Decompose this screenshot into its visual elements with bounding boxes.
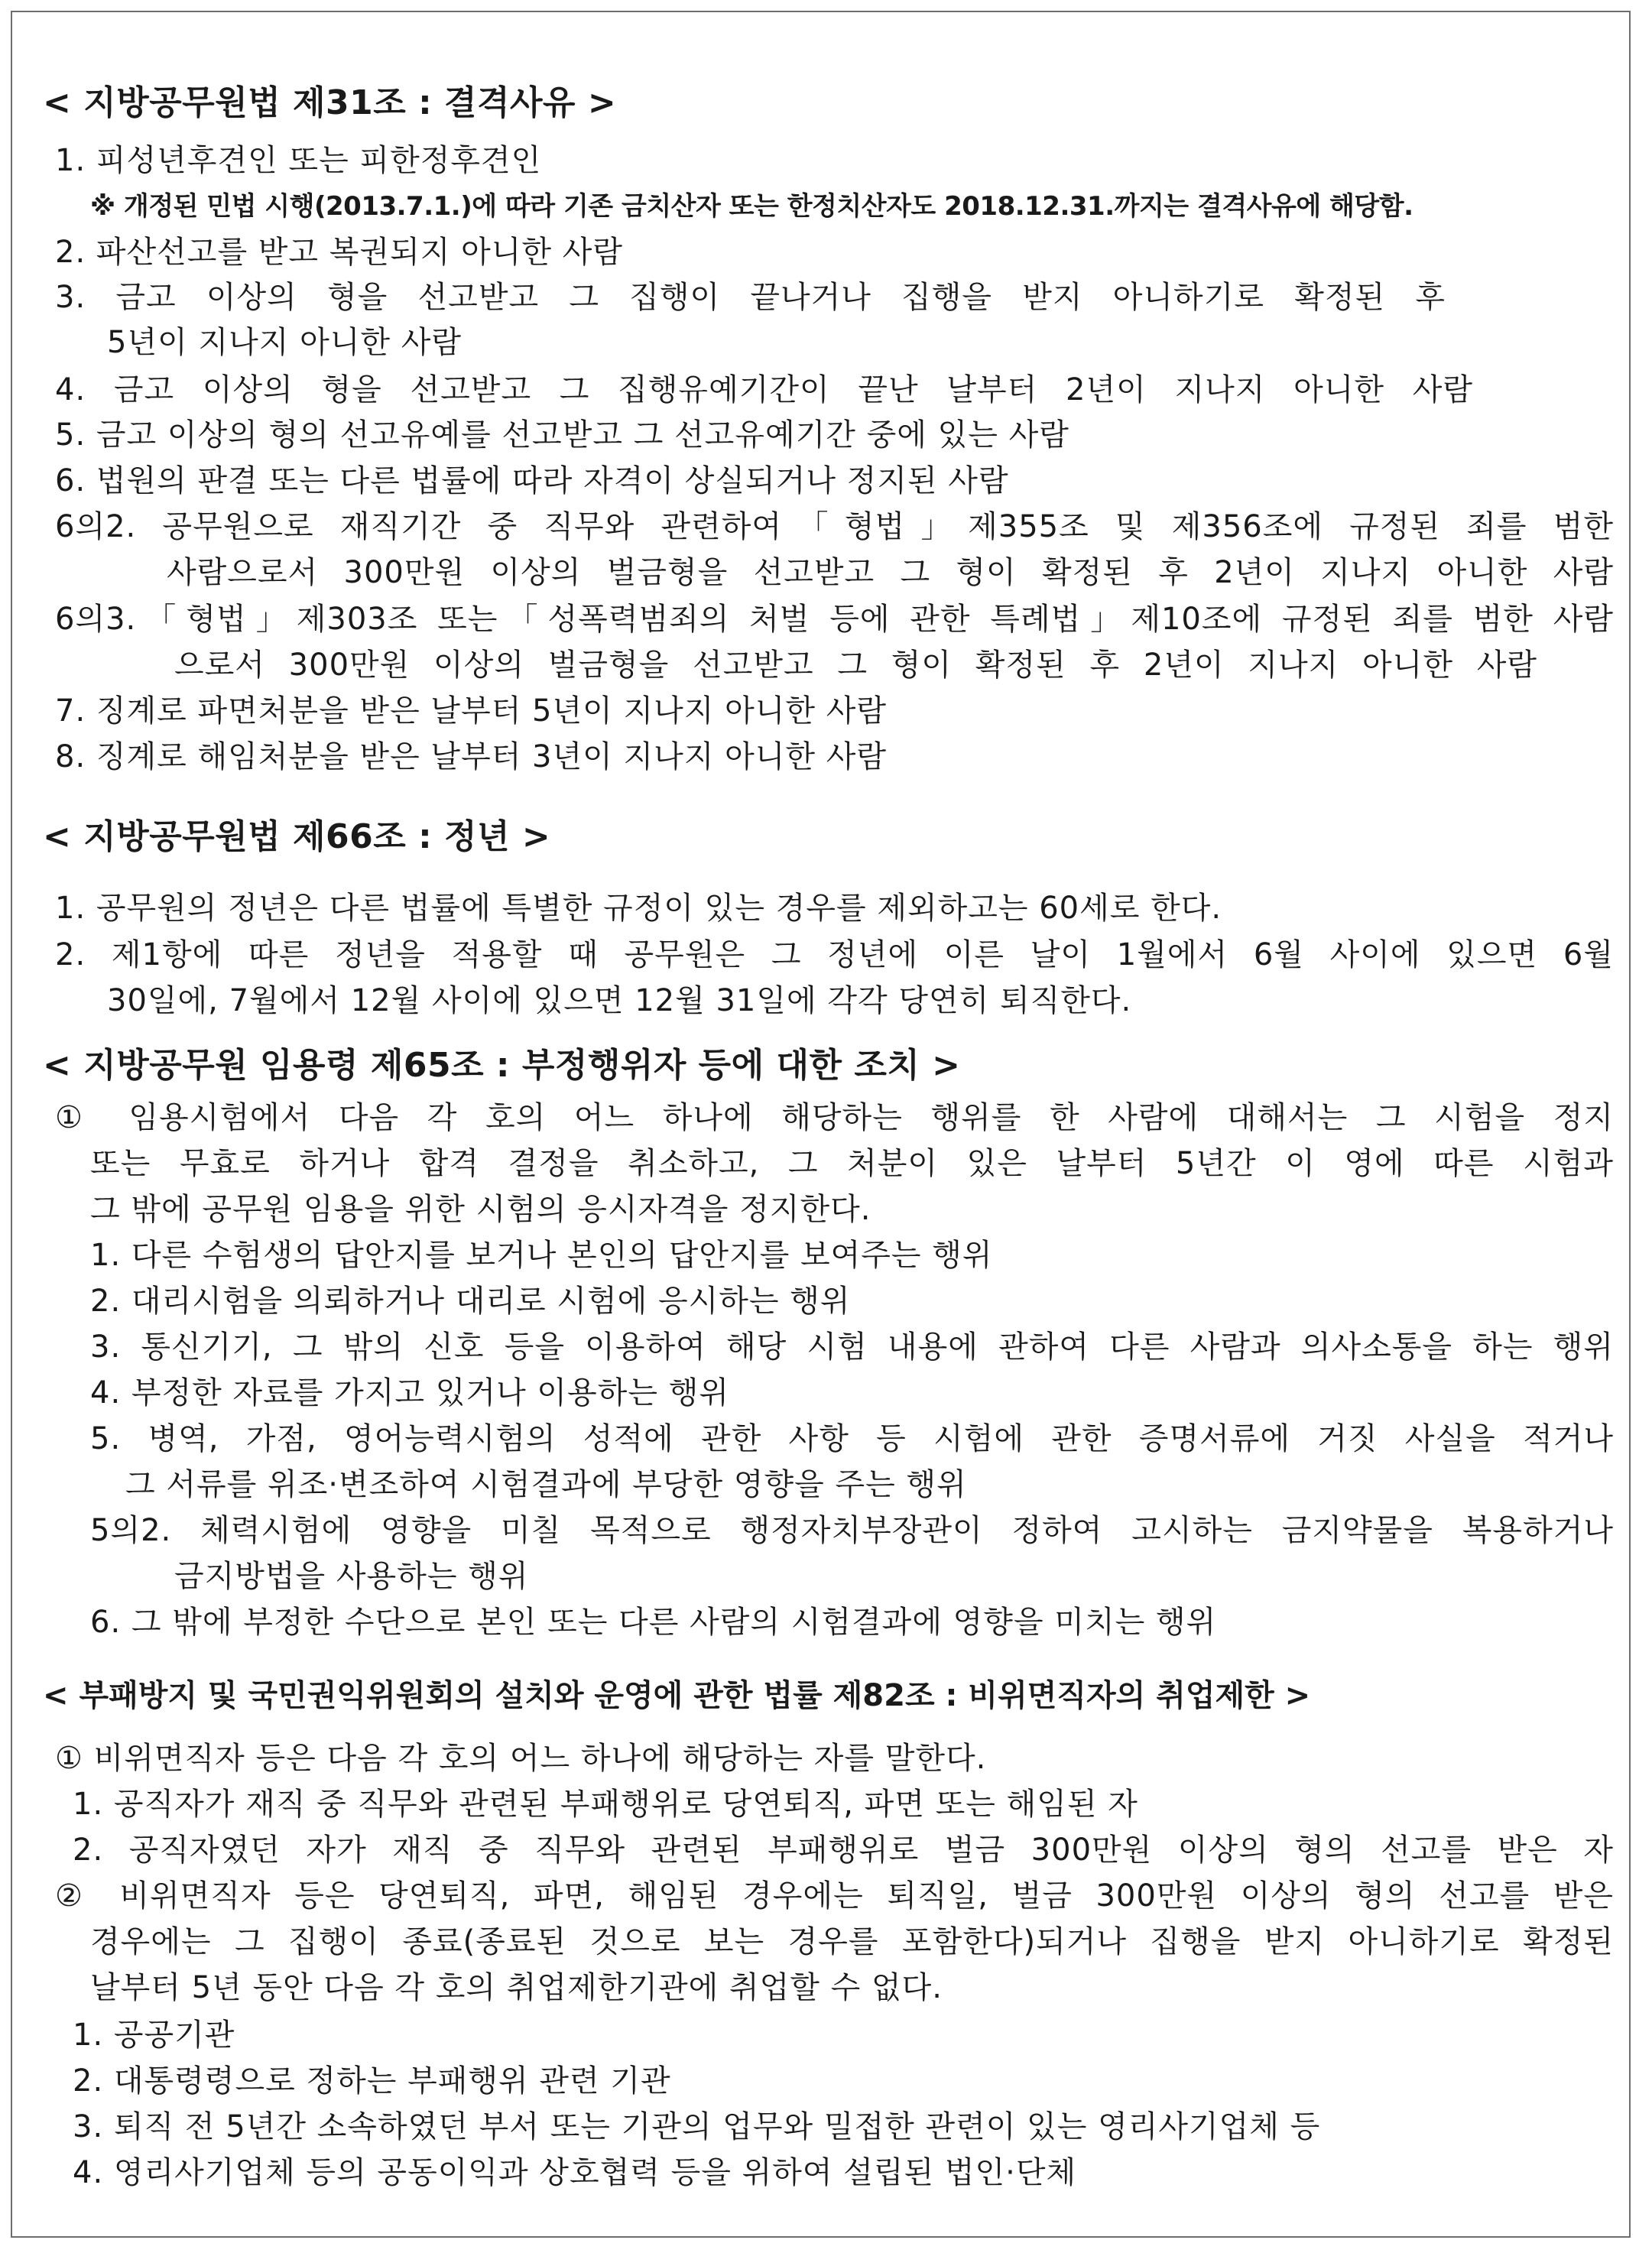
list-item: 6의2. 공무원으로 재직기간 중 직무와 관련하여「형법」제355조 및 제356조에 규정된 죄를 범한 xyxy=(55,509,1614,544)
list-item-continuation: 경우에는 그 집행이 종료(종료된 것으로 보는 경우를 포함한다)되거나 집행을 받지 아니하기로 확정된 xyxy=(90,1924,1614,1959)
list-item-continuation: 그 밖에 공무원 임용을 위한 시험의 응시자격을 정지한다. xyxy=(90,1192,871,1227)
list-item: 6. 그 밖에 부정한 수단으로 본인 또는 다른 사람의 시험결과에 영향을 미치는 행위 xyxy=(90,1605,1217,1640)
list-item: 2. 공직자였던 자가 재직 중 직무와 관련된 부패행위로 벌금 300만원 이상의 형의 선고를 받은 자 xyxy=(73,1833,1614,1868)
list-item: 1. 공무원의 정년은 다른 법률에 특별한 규정이 있는 경우를 제외하고는 60세로 한다. xyxy=(55,891,1222,926)
list-item-continuation: 30일에, 7월에서 12월 사이에 있으면 12월 31일에 각각 당연히 퇴직한다. xyxy=(107,983,1132,1018)
list-item: 5의2. 체력시험에 영향을 미칠 목적으로 행정자치부장관이 정하여 고시하는 금지약물을 복용하거나 xyxy=(90,1513,1614,1548)
list-item-continuation: 그 서류를 위조·변조하여 시험결과에 부당한 영향을 주는 행위 xyxy=(125,1467,967,1502)
list-item-continuation: 금지방법을 사용하는 행위 xyxy=(174,1559,529,1594)
section-heading-article-31: < 지방공무원법 제31조 : 결격사유 > xyxy=(43,83,617,122)
list-item: 3. 금고 이상의 형을 선고받고 그 집행이 끝나거나 집행을 받지 아니하기로 확정된 후 xyxy=(55,280,1446,315)
list-item: 1. 피성년후견인 또는 피한정후견인 xyxy=(55,143,542,178)
list-item: 8. 징계로 해임처분을 받은 날부터 3년이 지나지 아니한 사람 xyxy=(55,739,888,774)
list-item: 4. 금고 이상의 형을 선고받고 그 집행유예기간이 끝난 날부터 2년이 지나지 아니한 사람 xyxy=(55,372,1473,407)
list-item: 4. 부정한 자료를 가지고 있거나 이용하는 행위 xyxy=(90,1375,729,1411)
list-item: 3. 퇴직 전 5년간 소속하였던 부서 또는 기관의 업무와 밀접한 관련이 있는 영리사기업체 등 xyxy=(73,2109,1321,2144)
list-item: 2. 대통령령으로 정하는 부패행위 관련 기관 xyxy=(73,2063,671,2099)
list-item: 6. 법원의 판결 또는 다른 법률에 따라 자격이 상실되거나 정지된 사람 xyxy=(55,463,1009,498)
note-text: ※ 개정된 민법 시행(2013.7.1.)에 따라 기존 금치산자 또는 한정치산자도 2018.12.31.까지는 결격사유에 해당함. xyxy=(90,191,1413,222)
list-item: 7. 징계로 파면처분을 받은 날부터 5년이 지나지 아니한 사람 xyxy=(55,693,888,729)
list-item: 2. 제1항에 따른 정년을 적용할 때 공무원은 그 정년에 이른 날이 1월에서 6월 사이에 있으면 6월 xyxy=(55,937,1614,972)
list-item: ① 임용시험에서 다음 각 호의 어느 하나에 해당하는 행위를 한 사람에 대해서는 그 시험을 정지 xyxy=(55,1100,1614,1135)
list-item: 5. 병역, 가점, 영어능력시험의 성적에 관한 사항 등 시험에 관한 증명서류에 거짓 사실을 적거나 xyxy=(90,1421,1614,1456)
list-item: 6의3.「형법」제303조 또는「성폭력범죄의 처벌 등에 관한 특례법」제10조에 규정된 죄를 범한 사람 xyxy=(55,602,1614,637)
section-heading-article-66: < 지방공무원법 제66조 : 정년 > xyxy=(43,817,551,856)
list-item-continuation: 으로서 300만원 이상의 벌금형을 선고받고 그 형이 확정된 후 2년이 지나지 아니한 사람 xyxy=(174,648,1537,683)
list-item-continuation: 사람으로서 300만원 이상의 벌금형을 선고받고 그 형이 확정된 후 2년이 지나지 아니한 사람 xyxy=(167,555,1614,590)
list-item-continuation: 날부터 5년 동안 다음 각 호의 취업제한기관에 취업할 수 없다. xyxy=(90,1970,943,2005)
list-item: 3. 통신기기, 그 밖의 신호 등을 이용하여 해당 시험 내용에 관하여 다른 사람과 의사소통을 하는 행위 xyxy=(90,1329,1614,1365)
list-item: 1. 다른 수험생의 답안지를 보거나 본인의 답안지를 보여주는 행위 xyxy=(90,1238,993,1273)
section-heading-article-65: < 지방공무원 임용령 제65조 : 부정행위자 등에 대한 조치 > xyxy=(43,1046,961,1085)
list-item-continuation: 5년이 지나지 아니한 사람 xyxy=(107,325,462,360)
list-item: 1. 공공기관 xyxy=(73,2018,235,2053)
list-item: 1. 공직자가 재직 중 직무와 관련된 부패행위로 당연퇴직, 파면 또는 해임된 자 xyxy=(73,1787,1138,1822)
section-heading-article-82: < 부패방지 및 국민권익위원회의 설치와 운영에 관한 법률 제82조 : 비위면직자의 취업제한 > xyxy=(43,1678,1311,1713)
list-item: 2. 파산선고를 받고 복권되지 아니한 사람 xyxy=(55,235,623,270)
list-item-continuation: 또는 무효로 하거나 합격 결정을 취소하고, 그 처분이 있은 날부터 5년간 이 영에 따른 시험과 xyxy=(90,1146,1614,1181)
list-item: ① 비위면직자 등은 다음 각 호의 어느 하나에 해당하는 자를 말한다. xyxy=(55,1741,987,1776)
list-item: 4. 영리사기업체 등의 공동이익과 상호협력 등을 위하여 설립된 법인·단체 xyxy=(73,2155,1077,2190)
list-item: ② 비위면직자 등은 당연퇴직, 파면, 해임된 경우에는 퇴직일, 벌금 300만원 이상의 형의 선고를 받은 xyxy=(55,1878,1614,1914)
list-item: 2. 대리시험을 의뢰하거나 대리로 시험에 응시하는 행위 xyxy=(90,1284,851,1319)
list-item: 5. 금고 이상의 형의 선고유예를 선고받고 그 선고유예기간 중에 있는 사람 xyxy=(55,417,1069,453)
